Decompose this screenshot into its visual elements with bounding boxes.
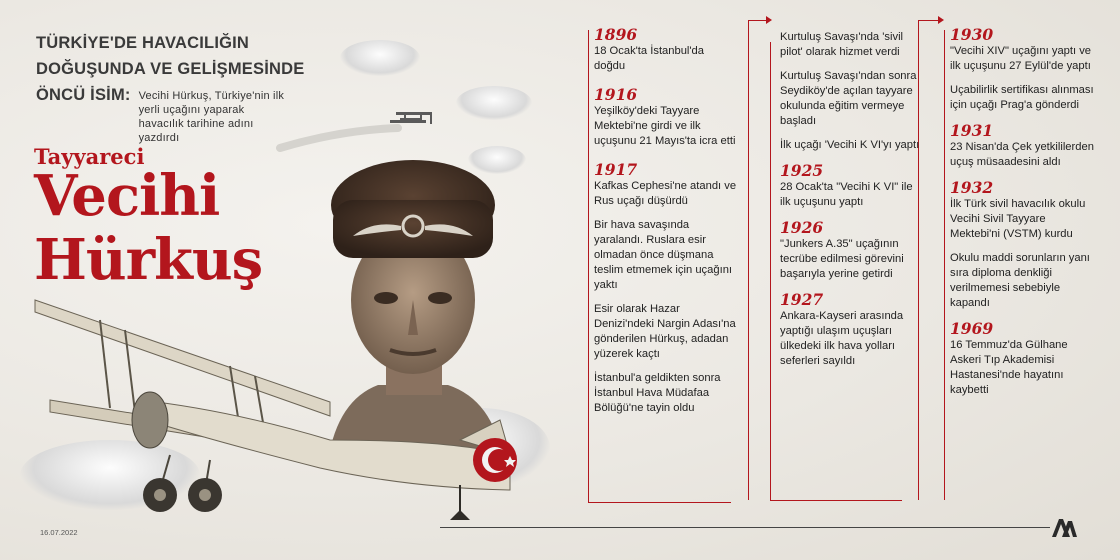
event-text: 23 Nisan'da Çek yetkililerden uçuş müsaadesini aldı xyxy=(950,141,1094,168)
event-text: "Vecihi XIV" uçağını yaptı ve ilk uçuşunu 27 Eylül'de yaptı xyxy=(950,45,1092,72)
event-text: Uçabilirlik sertifikası alınması için uçağı Prag'a gönderdi xyxy=(950,84,1094,111)
publish-date: 16.07.2022 xyxy=(40,528,78,537)
event-text: Yeşilköy'deki Tayyare Mektebi'ne girdi ve ilk uçuşunu 21 Mayıs'ta icra etti xyxy=(594,105,736,147)
timeline-column-3 xyxy=(944,26,1094,407)
timeline-connector xyxy=(748,20,768,21)
year-label: 1926 xyxy=(780,218,824,237)
arrow-right-icon xyxy=(938,16,944,24)
headline-line-3: ÖNCÜ İSİM: xyxy=(36,86,131,104)
event-text: İlk Türk sivil havacılık okulu Vecihi Sivil Tayyare Mektebi'ni (VSTM) kurdu xyxy=(950,198,1086,240)
event-text: 18 Ocak'ta İstanbul'da doğdu xyxy=(594,45,705,72)
year-label: 1927 xyxy=(780,290,824,309)
timeline-column-2 xyxy=(770,30,920,378)
event-text: Okulu maddi sorunların yanı sıra diploma denkliği verilmemesi sebebiyle kapandı xyxy=(950,252,1090,309)
year-label: 1917 xyxy=(594,160,638,179)
title-first-name: Vecihi xyxy=(34,163,220,229)
cloud xyxy=(340,40,420,76)
event-text: 16 Temmuz'da Gülhane Askeri Tıp Akademisi Hastanesi'nde hayatını kaybetti xyxy=(950,339,1068,396)
year-label: 1931 xyxy=(950,121,994,140)
event-text: "Junkers A.35" uçağının tecrübe edilmesi görevini başarıyla yerine getirdi xyxy=(780,238,904,280)
event-text: Kafkas Cephesi'ne atandı ve Rus uçağı düşürdü xyxy=(594,180,737,207)
year-label: 1916 xyxy=(594,85,638,104)
arrow-right-icon xyxy=(766,16,772,24)
year-label: 1896 xyxy=(594,25,638,44)
event-text: 28 Ocak'ta "Vecihi K VI" ile ilk uçuşunu yaptı xyxy=(780,181,913,208)
headline-line-1: TÜRKİYE'DE HAVACILIĞIN xyxy=(36,34,250,52)
title-last-name: Hürkuş xyxy=(34,227,263,293)
timeline-connector xyxy=(770,500,902,501)
year-label: 1969 xyxy=(950,319,994,338)
main-title xyxy=(34,164,262,292)
biplane-illustration xyxy=(30,290,540,530)
event-text: İstanbul'a geldikten sonra İstanbul Hava Müdafaa Bölüğü'ne tayin oldu xyxy=(594,372,721,414)
title-prefix: Tayyareci xyxy=(34,144,145,169)
event-text: İlk uçağı 'Vecihi K VI'yı yaptı xyxy=(780,139,920,151)
event-text: Kurtuluş Savaşı'nda 'sivil pilot' olarak hizmet verdi xyxy=(780,31,904,58)
cloud xyxy=(456,86,532,120)
year-label: 1930 xyxy=(950,25,994,44)
crescent-star-emblem-icon xyxy=(473,438,517,482)
headline-line-2: DOĞUŞUNDA VE GELİŞMESİNDE xyxy=(36,60,305,78)
headline-subtitle: Vecihi Hürkuş, Türkiye'nin ilk yerli uçağını yaparak havacılık tarihine adını yazdırdı xyxy=(138,90,285,144)
agency-logo-icon xyxy=(1050,515,1078,539)
event-text: Bir hava savaşında yaralandı. Ruslara esir olmadan önce düşmana teslim etmemek için uçağını yaktı xyxy=(594,219,733,291)
year-label: 1932 xyxy=(950,178,994,197)
headline xyxy=(36,30,336,145)
timeline-line xyxy=(748,20,749,500)
event-text: Ankara-Kayseri arasında yaptığı ulaşım uçuşları ülkedeki ilk hava yolları seferleri sayıldı xyxy=(780,310,904,367)
timeline-connector xyxy=(918,20,940,21)
year-label: 1925 xyxy=(780,161,824,180)
event-text: Esir olarak Hazar Denizi'ndeki Nargin Adası'na gönderilen Hürkuş, adadan yüzerek kaçtı xyxy=(594,303,736,360)
timeline-connector xyxy=(588,502,731,503)
timeline-column-1 xyxy=(588,26,738,425)
footer-divider xyxy=(440,527,1050,528)
event-text: Kurtuluş Savaşı'ndan sonra Seydiköy'de açılan tayyare okulunda eğitim vermeye başladı xyxy=(780,70,917,127)
